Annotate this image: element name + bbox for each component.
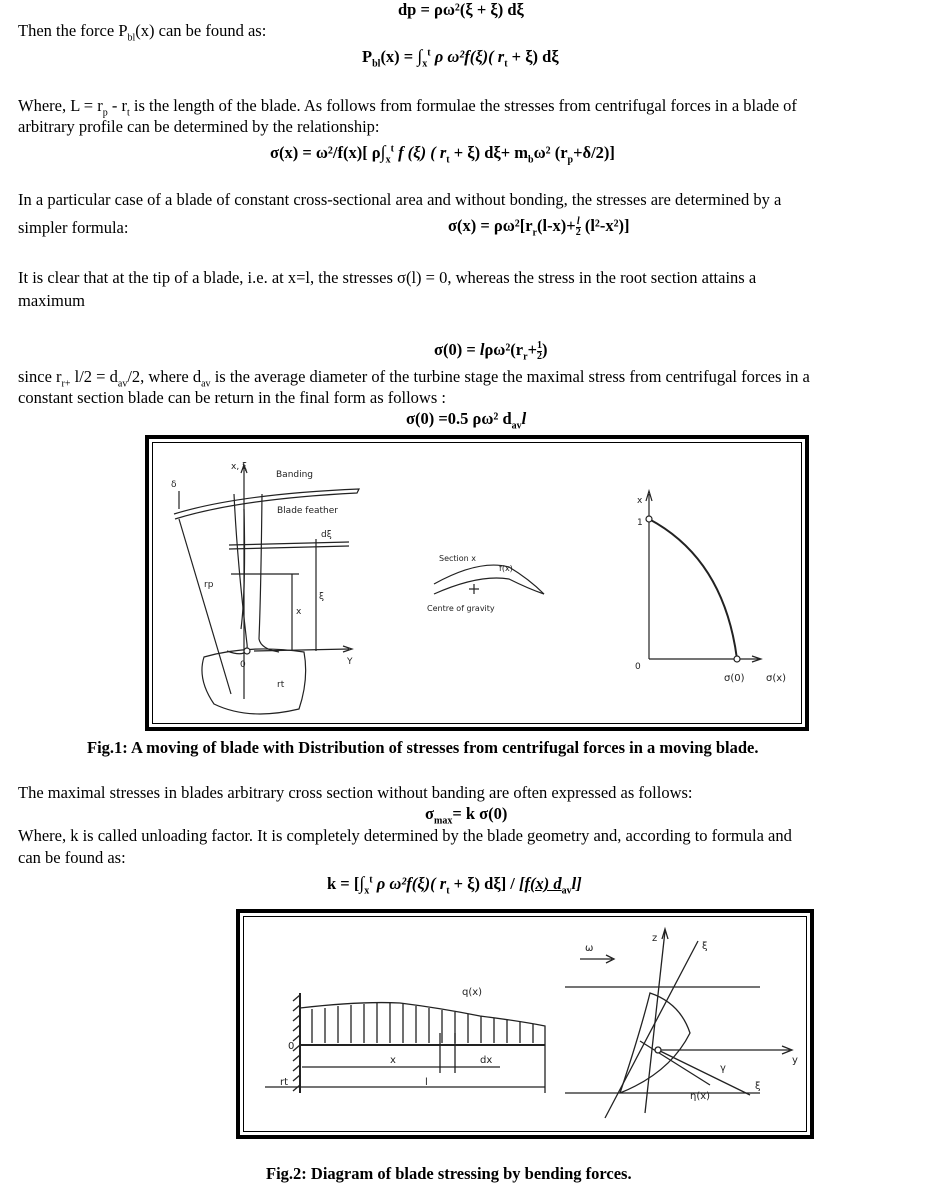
paragraph-since-line1 xyxy=(18,366,810,388)
label-dx: dx xyxy=(480,1055,493,1066)
label-blade-feather: Blade feather xyxy=(277,506,338,516)
text: - r xyxy=(107,96,127,115)
label-xi-bottom: ξ xyxy=(755,1081,761,1092)
load-curve xyxy=(300,1003,545,1045)
paragraph-since-line2: constant section blade can be return in the final form as follows : xyxy=(18,388,446,407)
text: σ(x) = ω²/f(x)[ ρ xyxy=(270,143,381,162)
plot-label-sigma0: σ(0) xyxy=(724,673,745,684)
subscript: av xyxy=(117,378,128,390)
origin-point xyxy=(244,648,250,654)
label-delta: δ xyxy=(171,480,177,490)
integral-sign: ∫ xyxy=(417,46,423,66)
numerator: 1 xyxy=(536,339,542,351)
equation-sigma-x xyxy=(270,142,615,166)
label-xi: ξ xyxy=(319,592,325,602)
dxi-line-top xyxy=(229,542,349,545)
equation-sigma0 xyxy=(434,340,547,362)
integral-upper: t xyxy=(427,47,431,59)
paragraph-where-line1 xyxy=(18,95,797,117)
text: σ xyxy=(425,804,434,823)
integral-upper: t xyxy=(369,874,373,886)
section-lower xyxy=(434,578,544,594)
paragraph-k-line1: Where, k is called unloading factor. It is completely determined by the blade geometry and, according to formula and xyxy=(18,826,792,845)
label-banding: Banding xyxy=(276,470,314,480)
numerator: l xyxy=(576,215,580,227)
label-fx: f(x) xyxy=(499,564,513,573)
label-qx: q(x) xyxy=(462,987,483,998)
integral-lower: x xyxy=(385,154,391,166)
equation-sigma-max xyxy=(425,804,508,827)
paragraph-tip-line1: It is clear that at the tip of a blade, i.e. at x=l, the stresses σ(l) = 0, whereas the stress in the root section attains a xyxy=(18,268,757,287)
label-x: x xyxy=(296,607,302,617)
label-xi-top: ξ xyxy=(702,941,708,952)
integral-lower: x xyxy=(364,885,370,897)
text: (l-x)+ xyxy=(536,216,576,235)
integral-upper: t xyxy=(390,143,394,155)
equation-dp: dp = ρω²(ξ + ξ) dξ xyxy=(398,0,524,19)
label-omega: ω xyxy=(585,943,594,954)
label-centre-of-gravity: Centre of gravity xyxy=(427,604,495,613)
label-o: 0 xyxy=(288,1041,295,1052)
subscript: r xyxy=(523,351,528,363)
subscript: r+ xyxy=(61,378,71,390)
integral-lower: x xyxy=(422,58,428,70)
paragraph-where-line2: arbitrary profile can be determined by the relationship: xyxy=(18,117,380,136)
label-z: z xyxy=(652,933,658,944)
text: ρω²(r xyxy=(484,340,524,359)
label-rt: rt xyxy=(280,1077,289,1088)
plot-label-zero: 0 xyxy=(635,662,641,672)
paragraph-tip-line2: maximum xyxy=(18,291,85,310)
subscript: p xyxy=(567,154,574,166)
text: l xyxy=(521,409,527,428)
text: (l²-x²)] xyxy=(580,216,630,235)
label-gamma: γ xyxy=(720,1063,726,1074)
text: Then the force P xyxy=(18,21,128,40)
figure-2-caption: Fig.2: Diagram of blade stressing by bending forces. xyxy=(266,1164,632,1183)
text: (x) can be found as: xyxy=(135,21,267,40)
section-upper xyxy=(434,565,544,594)
equation-final xyxy=(406,409,527,432)
figure-2-frame xyxy=(236,909,814,1139)
subscript: t xyxy=(446,885,450,897)
text: l] xyxy=(571,874,582,893)
text: = k σ(0) xyxy=(452,804,508,823)
equation-simple xyxy=(448,216,630,238)
subscript: av xyxy=(561,885,572,897)
equation-k xyxy=(327,873,582,897)
blade-root xyxy=(202,649,306,714)
text: ρ ω²f(ξ)( r xyxy=(430,47,505,66)
text: σ(x) = ρω²[r xyxy=(448,216,533,235)
paragraph-particular-line1: In a particular case of a blade of constant cross-sectional area and without bonding, the stresses are determined by a xyxy=(18,190,782,209)
equation-pbl xyxy=(362,46,559,70)
text: k = [ xyxy=(327,874,360,893)
profile-shape xyxy=(620,993,690,1093)
tip-point xyxy=(646,516,652,522)
figure-1-caption: Fig.1: A moving of blade with Distribution of stresses from centrifugal forces in a moving blade. xyxy=(87,738,759,757)
text: l/2 = d xyxy=(70,367,118,386)
text: P xyxy=(362,47,373,66)
text: /2, where d xyxy=(127,367,202,386)
label-y: Y xyxy=(347,657,353,667)
text: + ξ) dξ xyxy=(507,47,559,66)
text: + xyxy=(527,340,537,359)
rp-line xyxy=(179,519,231,694)
subscript: av xyxy=(511,420,522,432)
text: + ξ) dξ+ m xyxy=(449,143,529,162)
subscript: t xyxy=(446,154,450,166)
subscript: b xyxy=(528,154,534,166)
subscript: bl xyxy=(372,58,381,70)
text: ) xyxy=(541,340,548,359)
plot-label-sigmax: σ(x) xyxy=(766,673,787,684)
text: + ξ) dξ] / xyxy=(449,874,520,893)
subscript: p xyxy=(102,107,108,119)
text: f (ξ) ( r xyxy=(393,143,447,162)
text: l xyxy=(479,340,485,359)
denominator: 2 xyxy=(575,226,581,238)
label-rp: rp xyxy=(204,580,214,590)
xi-bottom-axis xyxy=(658,1050,750,1095)
plot-label-x: x xyxy=(637,496,643,506)
text: is the average diameter of the turbine stage the maximal stress from centrifugal forces in a xyxy=(210,367,810,386)
subscript: t xyxy=(504,58,508,70)
label-dxi: dξ xyxy=(321,530,332,540)
integral-sign: ∫ xyxy=(359,873,365,893)
plot-label-one: 1 xyxy=(637,518,643,528)
text: σ(0) = xyxy=(434,340,480,359)
text: (x) = xyxy=(380,47,418,66)
load-arrows xyxy=(312,1003,533,1043)
section-center xyxy=(655,1047,661,1053)
figure-2-drawing xyxy=(240,913,810,1135)
blade-right xyxy=(259,494,279,652)
xi-top-axis xyxy=(605,941,698,1118)
subscript: r xyxy=(532,227,537,239)
paragraph-particular-line2: simpler formula: xyxy=(18,218,129,237)
text: +δ/2)] xyxy=(573,143,615,162)
denominator: 2 xyxy=(536,350,542,362)
label-l: l xyxy=(425,1077,428,1088)
text: Where, L = r xyxy=(18,96,103,115)
paragraph-maximal: The maximal stresses in blades arbitrary cross section without banding are often expressed as follows: xyxy=(18,783,693,802)
label-x-xi: x, ξ xyxy=(231,462,248,472)
subscript: av xyxy=(201,378,211,390)
paragraph-force xyxy=(18,20,266,42)
label-y: y xyxy=(792,1055,798,1066)
text: ρ ω²f(ξ)( r xyxy=(372,874,447,893)
text: σ(0) =0.5 ρω² d xyxy=(406,409,512,428)
label-rt: rt xyxy=(277,680,285,690)
text: is the length of the blade. As follows from formulae the stresses from centrifugal forces in a blade of xyxy=(129,96,797,115)
text: since r xyxy=(18,367,62,386)
subscript: bl xyxy=(127,32,136,44)
stress-curve xyxy=(649,519,737,659)
paragraph-k-line2: can be found as: xyxy=(18,848,126,867)
label-section-x: Section x xyxy=(439,554,476,563)
label-origin: 0 xyxy=(240,660,246,670)
figure-1-frame xyxy=(145,435,809,731)
section-band-edges xyxy=(565,987,760,1093)
dxi-line-bottom xyxy=(229,546,349,549)
text: ω² (r xyxy=(533,143,568,162)
text: [f(x) d xyxy=(519,874,562,893)
integral-sign: ∫ xyxy=(380,142,386,162)
label-x: x xyxy=(390,1055,396,1066)
subscript: t xyxy=(126,107,130,119)
subscript: max xyxy=(433,815,453,827)
figure-1-drawing xyxy=(149,439,805,727)
root-stress-point xyxy=(734,656,740,662)
label-eta: η(x) xyxy=(690,1091,711,1102)
